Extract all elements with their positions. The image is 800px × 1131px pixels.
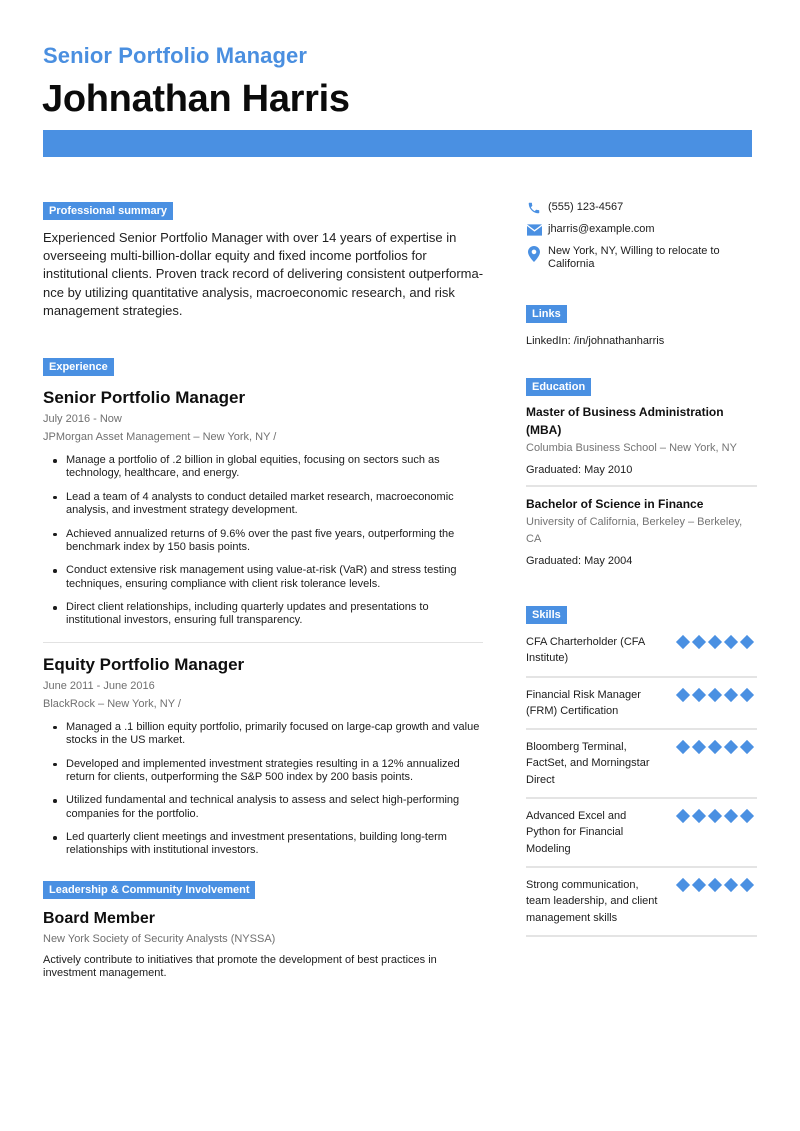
job-bullet: Conduct extensive risk management using value-at-risk (VaR) and stress testing techniques, ensuring compliance with client risk tolerance levels. [66,564,483,591]
school-name: University of California, Berkeley – Berkeley, CA [526,516,743,545]
skill-name: Financial Risk Manager (FRM) Certification [526,688,641,717]
job-bullet: Developed and implemented investment strategies resulting in a 12% annualized return for clients, outperforming the S&P 500 index by 200 basis points. [66,758,483,785]
rating-diamond-icon [675,688,689,702]
school-name: Columbia Business School – New York, NY [526,442,737,454]
section-label-summary: Professional summary [43,202,173,220]
rating-diamond-icon [739,688,753,702]
section-label-links: Links [526,305,567,323]
job-bullet: Managed a .1 billion equity portfolio, primarily focused on large-cap growth and value stocks in the US market. [66,721,483,748]
rating-diamond-icon [675,809,689,823]
skill-name: Strong communication, team leadership, and client management skills [526,878,658,924]
job-company: BlackRock – New York, NY / [43,697,181,710]
leadership-description: Actively contribute to initiatives that promote the development of best practices in investment management. [43,953,437,979]
skill-rating [676,741,753,753]
skill-rating [676,636,753,648]
links-section [526,304,757,348]
rating-diamond-icon [707,878,721,892]
rating-diamond-icon [691,740,705,754]
rating-diamond-icon [691,809,705,823]
rating-diamond-icon [723,809,737,823]
job-dates: July 2016 - Now [43,413,122,426]
job-bullet: Manage a portfolio of .2 billion in global equities, focusing on sectors such as technology, healthcare, and energy. [66,454,483,481]
section-label-skills: Skills [526,606,567,624]
skills-section [526,605,757,937]
rating-diamond-icon [675,878,689,892]
job-bullet: Direct client relationships, including quarterly updates and presentations to institutional investors, ensuring full transparency. [66,601,483,628]
education-divider [526,485,757,487]
skill-item [526,678,757,731]
experience-section [43,357,483,858]
rating-diamond-icon [707,688,721,702]
linkedin-link[interactable]: LinkedIn: /in/johnathanharris [526,335,665,347]
location-text: New York, NY, Willing to relocate to California [548,245,720,270]
rating-diamond-icon [723,740,737,754]
job-bullet: Utilized fundamental and technical analysis to assess and select high-performing companies for the portfolio. [66,794,483,821]
job-dates: June 2011 - June 2016 [43,679,155,692]
contact-location [526,245,757,271]
rating-diamond-icon [675,740,689,754]
leadership-section [43,880,483,981]
contact-email [526,223,757,237]
phone-icon [526,201,542,215]
rating-diamond-icon [691,688,705,702]
job-divider [43,642,483,643]
skill-item [526,730,757,799]
rating-diamond-icon [707,635,721,649]
leadership-title: Board Member [43,909,156,927]
graduation-date: Graduated: May 2010 [526,464,633,476]
job-entry [43,388,483,628]
rating-diamond-icon [691,635,705,649]
job-entry [43,655,483,858]
email-address[interactable]: jharris@example.com [548,223,655,235]
rating-diamond-icon [707,809,721,823]
skill-item [526,799,757,868]
summary-text: Experienced Senior Portfolio Manager with over 14 years of expertise in overseeing multi-billion-dollar equity and fixed income portfolios for institutional clients. Proven track record of delivering consistent outperforma-nce by utilizing quantitative analysis, macroeconomic research, and risk management strategies. [43,230,484,318]
job-company: JPMorgan Asset Management – New York, NY / [43,431,277,444]
header-role: Senior Portfolio Manager [43,43,307,68]
section-label-leadership: Leadership & Community Involvement [43,881,255,899]
skill-name: CFA Charterholder (CFA Institute) [526,636,645,665]
education-entry [526,495,757,568]
job-title: Senior Portfolio Manager [43,388,246,408]
map-pin-icon [526,245,542,263]
job-title: Equity Portfolio Manager [43,654,245,674]
header-accent-bar [43,130,752,157]
rating-diamond-icon [723,878,737,892]
sidebar-column [526,201,757,937]
skill-item [526,625,757,678]
rating-diamond-icon [707,740,721,754]
skill-rating [676,689,753,701]
summary-section [43,201,483,320]
skill-rating [676,879,753,891]
skills-list [526,625,757,937]
main-column [43,201,483,980]
candidate-name: Johnathan Harris [42,78,350,120]
skill-name: Advanced Excel and Python for Financial Modeling [526,810,627,855]
skill-item [526,868,757,937]
degree-title: Master of Business Administration (MBA) [526,405,724,437]
phone-number[interactable]: (555) 123-4567 [548,201,624,213]
skill-name: Bloomberg Terminal, FactSet, and Morningstar Direct [526,741,650,786]
leadership-org: New York Society of Security Analysts (NYSSA) [43,932,276,945]
contact-section [526,201,757,271]
job-bullet: Lead a team of 4 analysts to conduct detailed market research, macroeconomic analysis, and investment strategy development. [66,491,483,518]
rating-diamond-icon [691,878,705,892]
rating-diamond-icon [723,688,737,702]
rating-diamond-icon [739,878,753,892]
job-bullet: Achieved annualized returns of 9.6% over the past five years, outperforming the benchmark index by 150 basis points. [66,528,483,555]
education-section [526,377,757,568]
job-bullets [43,721,483,858]
section-label-experience: Experience [43,358,114,376]
education-entry [526,403,757,477]
section-label-education: Education [526,378,591,396]
rating-diamond-icon [723,635,737,649]
contact-phone [526,201,757,215]
degree-title: Bachelor of Science in Finance [526,497,704,511]
graduation-date: Graduated: May 2004 [526,555,633,567]
rating-diamond-icon [739,635,753,649]
skill-rating [676,810,753,822]
rating-diamond-icon [739,809,753,823]
job-bullet: Led quarterly client meetings and investment presentations, building long-term relationships with institutional investors. [66,831,483,858]
rating-diamond-icon [739,740,753,754]
job-bullets [43,454,483,628]
rating-diamond-icon [675,635,689,649]
envelope-icon [526,223,542,237]
